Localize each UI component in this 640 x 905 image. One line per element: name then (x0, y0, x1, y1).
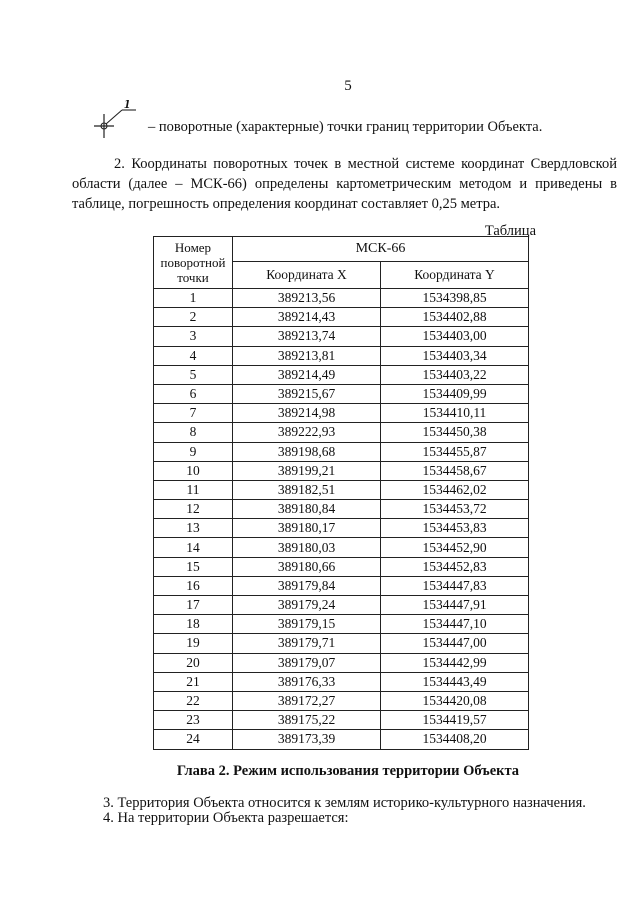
coordinate-y-cell: 1534453,83 (381, 519, 529, 538)
point-number-cell: 4 (154, 346, 233, 365)
coordinate-y-cell: 1534420,08 (381, 691, 529, 710)
page-number: 5 (344, 78, 352, 94)
coordinate-y-cell: 1534443,49 (381, 672, 529, 691)
coordinate-y-cell: 1534462,02 (381, 480, 529, 499)
coordinate-x-cell: 389179,24 (233, 596, 381, 615)
table-row (154, 461, 529, 480)
coordinate-y-cell: 1534403,00 (381, 327, 529, 346)
coordinate-y-cell: 1534398,85 (381, 289, 529, 308)
header-coordinate-y: Координата Y (381, 262, 529, 289)
coordinate-x-cell: 389172,27 (233, 691, 381, 710)
table-row (154, 672, 529, 691)
coordinate-y-cell: 1534409,99 (381, 384, 529, 403)
coordinate-y-cell: 1534403,34 (381, 346, 529, 365)
coordinate-x-cell: 389180,17 (233, 519, 381, 538)
coordinate-y-cell: 1534447,00 (381, 634, 529, 653)
table-row (154, 519, 529, 538)
table-row (154, 730, 529, 749)
paragraph-2: 2. Координаты поворотных точек в местной системе координат Свердловской области (далее – МСК-66) определены картометрическим методом и приведены в таблице, погрешность определения координат составляет 0,25 метра. (72, 156, 617, 212)
coordinate-x-cell: 389213,56 (233, 289, 381, 308)
coordinate-y-cell: 1534447,91 (381, 596, 529, 615)
point-number-cell: 1 (154, 289, 233, 308)
coordinate-y-cell: 1534452,90 (381, 538, 529, 557)
point-number-cell: 20 (154, 653, 233, 672)
table-row (154, 500, 529, 519)
point-number-cell: 24 (154, 730, 233, 749)
coordinate-y-cell: 1534408,20 (381, 730, 529, 749)
coordinate-y-cell: 1534419,57 (381, 711, 529, 730)
table-row (154, 423, 529, 442)
coordinate-x-cell: 389176,33 (233, 672, 381, 691)
coordinate-y-cell: 1534403,22 (381, 365, 529, 384)
coordinate-x-cell: 389214,98 (233, 404, 381, 423)
coordinate-x-cell: 389180,03 (233, 538, 381, 557)
point-number-cell: 13 (154, 519, 233, 538)
coordinate-x-cell: 389214,49 (233, 365, 381, 384)
table-row (154, 384, 529, 403)
coordinate-y-cell: 1534452,83 (381, 557, 529, 576)
header-coordinate-x: Координата X (233, 262, 381, 289)
coordinate-x-cell: 389173,39 (233, 730, 381, 749)
coordinate-y-cell: 1534410,11 (381, 404, 529, 423)
coordinate-x-cell: 389222,93 (233, 423, 381, 442)
coordinate-y-cell: 1534455,87 (381, 442, 529, 461)
coordinate-y-cell: 1534453,72 (381, 500, 529, 519)
point-number-cell: 15 (154, 557, 233, 576)
table-row (154, 289, 529, 308)
coordinate-y-cell: 1534447,10 (381, 615, 529, 634)
coordinate-x-cell: 389182,51 (233, 480, 381, 499)
table-row (154, 711, 529, 730)
point-number-cell: 2 (154, 308, 233, 327)
table-row (154, 615, 529, 634)
coordinate-x-cell: 389180,84 (233, 500, 381, 519)
coordinate-x-cell: 389215,67 (233, 384, 381, 403)
table-row (154, 327, 529, 346)
coordinate-x-cell: 389213,74 (233, 327, 381, 346)
point-number-cell: 17 (154, 596, 233, 615)
table-row (154, 691, 529, 710)
point-number-cell: 12 (154, 500, 233, 519)
coordinate-x-cell: 389214,43 (233, 308, 381, 327)
coordinate-y-cell: 1534450,38 (381, 423, 529, 442)
legend (88, 100, 542, 140)
coordinate-x-cell: 389199,21 (233, 461, 381, 480)
point-number-cell: 10 (154, 461, 233, 480)
coordinate-y-cell: 1534447,83 (381, 576, 529, 595)
table-caption: Таблица (484, 223, 536, 239)
point-number-cell: 23 (154, 711, 233, 730)
coordinate-x-cell: 389179,15 (233, 615, 381, 634)
coordinate-x-cell: 389179,84 (233, 576, 381, 595)
point-number-cell: 18 (154, 615, 233, 634)
table-row (154, 653, 529, 672)
table-row (154, 557, 529, 576)
point-number-cell: 8 (154, 423, 233, 442)
legend-text: – поворотные (характерные) точки границ территории Объекта. (148, 118, 543, 135)
table-row (154, 404, 529, 423)
point-number-cell: 5 (154, 365, 233, 384)
table-row (154, 576, 529, 595)
point-number-cell: 19 (154, 634, 233, 653)
chapter-title: Глава 2. Режим использования территории Объекта (176, 763, 520, 779)
table-row (154, 634, 529, 653)
table-row (154, 538, 529, 557)
coordinate-y-cell: 1534458,67 (381, 461, 529, 480)
coordinate-x-cell: 389198,68 (233, 442, 381, 461)
point-number-cell: 11 (154, 480, 233, 499)
point-number-cell: 6 (154, 384, 233, 403)
coordinate-x-cell: 389179,71 (233, 634, 381, 653)
table-row (154, 442, 529, 461)
table-row (154, 480, 529, 499)
table-row (154, 365, 529, 384)
table-row (154, 346, 529, 365)
table-row (154, 596, 529, 615)
point-number-cell: 14 (154, 538, 233, 557)
point-number-cell: 16 (154, 576, 233, 595)
coordinate-y-cell: 1534442,99 (381, 653, 529, 672)
header-coordinate-system: МСК-66 (233, 237, 529, 262)
table-row (154, 308, 529, 327)
coordinate-x-cell: 389180,66 (233, 557, 381, 576)
paragraph-4: 4. На территории Объекта разрешается: (103, 810, 349, 826)
coordinate-y-cell: 1534402,88 (381, 308, 529, 327)
point-number-cell: 21 (154, 672, 233, 691)
coordinate-x-cell: 389175,22 (233, 711, 381, 730)
point-number-cell: 7 (154, 404, 233, 423)
coordinates-table-body (154, 289, 529, 750)
coordinates-table (153, 236, 529, 750)
point-number-cell: 3 (154, 327, 233, 346)
point-number-cell: 9 (154, 442, 233, 461)
coordinate-x-cell: 389179,07 (233, 653, 381, 672)
point-number-cell: 22 (154, 691, 233, 710)
paragraph-3: 3. Территория Объекта относится к землям историко-культурного назначения. (103, 795, 586, 811)
marker-label: 1 (124, 100, 131, 111)
turning-point-marker-icon (88, 100, 146, 140)
header-point-number: Номер поворотной точки (154, 237, 233, 289)
coordinate-x-cell: 389213,81 (233, 346, 381, 365)
